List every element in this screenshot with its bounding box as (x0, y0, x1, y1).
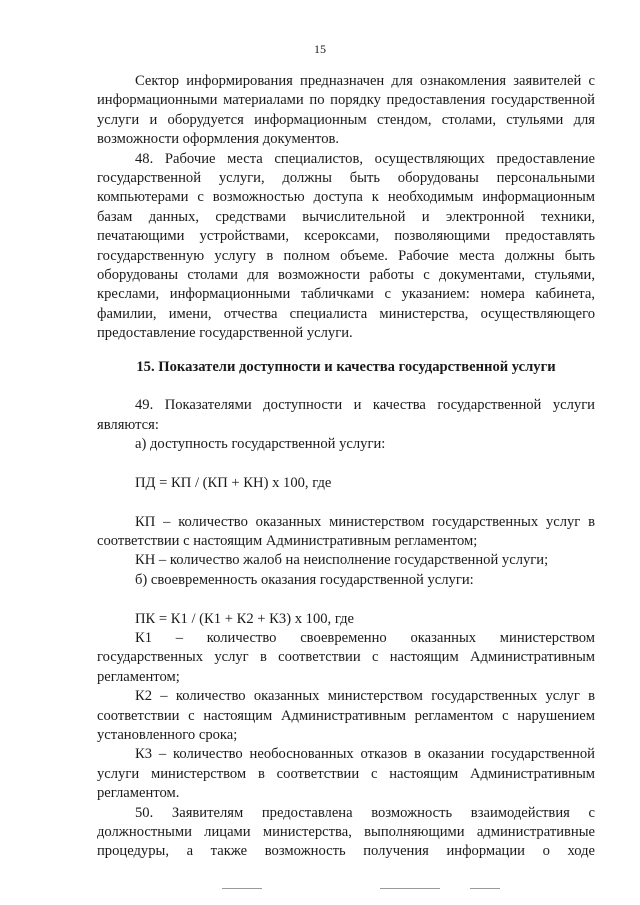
section-heading: 15. Показатели доступности и качества государственной услуги (136, 358, 556, 375)
paragraph-48: 48. Рабочие места специалистов, осуществляющих предоставление государственной услуги, должны быть оборудованы персональными компьютерами с возможностью доступа к необходимым информационным базам данных, средствами вычислительной и электронной техники, печатающими устройствами, ксероксами, позволяющими предоставлять государственную услугу в полном объеме. Рабочие места должны быть оборудованы столами для возможности работы с документами, стульями, креслами, информационными табличками с указанием: номера кабинета, фамилии, имени, отчества специалиста министерства, осуществляющего предоставление государственной услуги. (97, 150, 595, 342)
scan-artifact (222, 888, 262, 889)
definition-k3: К3 – количество необоснованных отказов в оказании государственной услуги министерством в соответствии с настоящим Административным регламентом. (97, 746, 595, 802)
definition-k1: К1 – количество своевременно оказанных министерством государственных услуг в соответствии с настоящим Административным регламентом; (97, 629, 595, 685)
document-body (97, 72, 595, 862)
paragraph-info-sector: Сектор информирования предназначен для ознакомления заявителей с информационными материалами по порядку предоставления государственной услуги и оборудуется информационным стендом, столами, стульями для возможности оформления документов. (97, 73, 595, 148)
definition-k2: К2 – количество оказанных министерством государственных услуг в соответствии с настоящим Административным регламентом с нарушением установленного срока; (97, 688, 595, 743)
scan-artifact (470, 888, 500, 889)
page-number: 15 (314, 42, 326, 56)
scan-artifact (380, 888, 440, 889)
formula-pk: ПК = К1 / (К1 + К2 + К3) х 100, где (135, 610, 354, 627)
definition-kn: КН – количество жалоб на неисполнение государственной услуги; (135, 552, 549, 569)
item-b: б) своевременность оказания государственной услуги: (135, 571, 474, 588)
paragraph-49: 49. Показателями доступности и качества государственной услуги являются: (97, 397, 595, 433)
paragraph-50: 50. Заявителям предоставлена возможность взаимодействия с должностными лицами министерства, выполняющими административные процедуры, а также возможность получения информации о ходе (97, 804, 595, 860)
definition-kp: КП – количество оказанных министерством государственных услуг в соответствии с настоящим Административным регламентом; (97, 513, 595, 549)
formula-pd: ПД = КП / (КП + КН) х 100, где (135, 474, 332, 491)
item-a: а) доступность государственной услуги: (135, 435, 386, 452)
